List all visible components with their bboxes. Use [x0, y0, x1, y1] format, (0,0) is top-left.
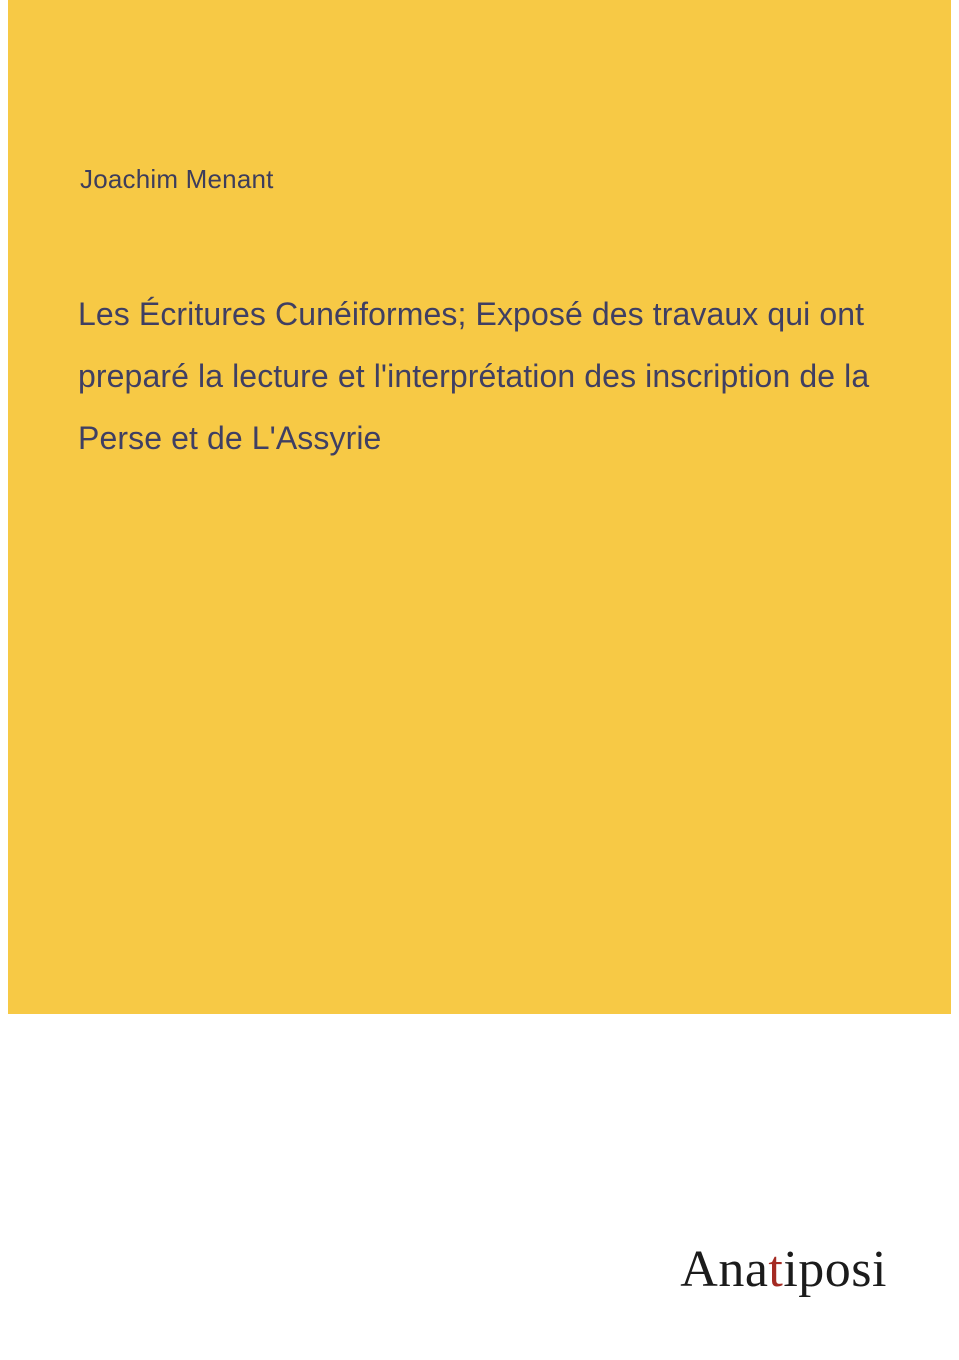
publisher-logo — [680, 1242, 887, 1298]
publisher-name-suffix: iposi — [783, 1241, 887, 1298]
author-name: Joachim Menant — [80, 164, 274, 194]
book-title: Les Écritures Cunéiformes; Exposé des travaux qui ont preparé la lecture et l'interprétation des inscription de la Perse et de L'Assyrie — [78, 296, 870, 456]
publisher-name-prefix: Ana — [680, 1241, 769, 1298]
publisher-name-accent-letter: t — [768, 1241, 784, 1298]
cover-lower-white-band — [0, 1014, 959, 1360]
cover-color-band — [8, 0, 951, 1014]
